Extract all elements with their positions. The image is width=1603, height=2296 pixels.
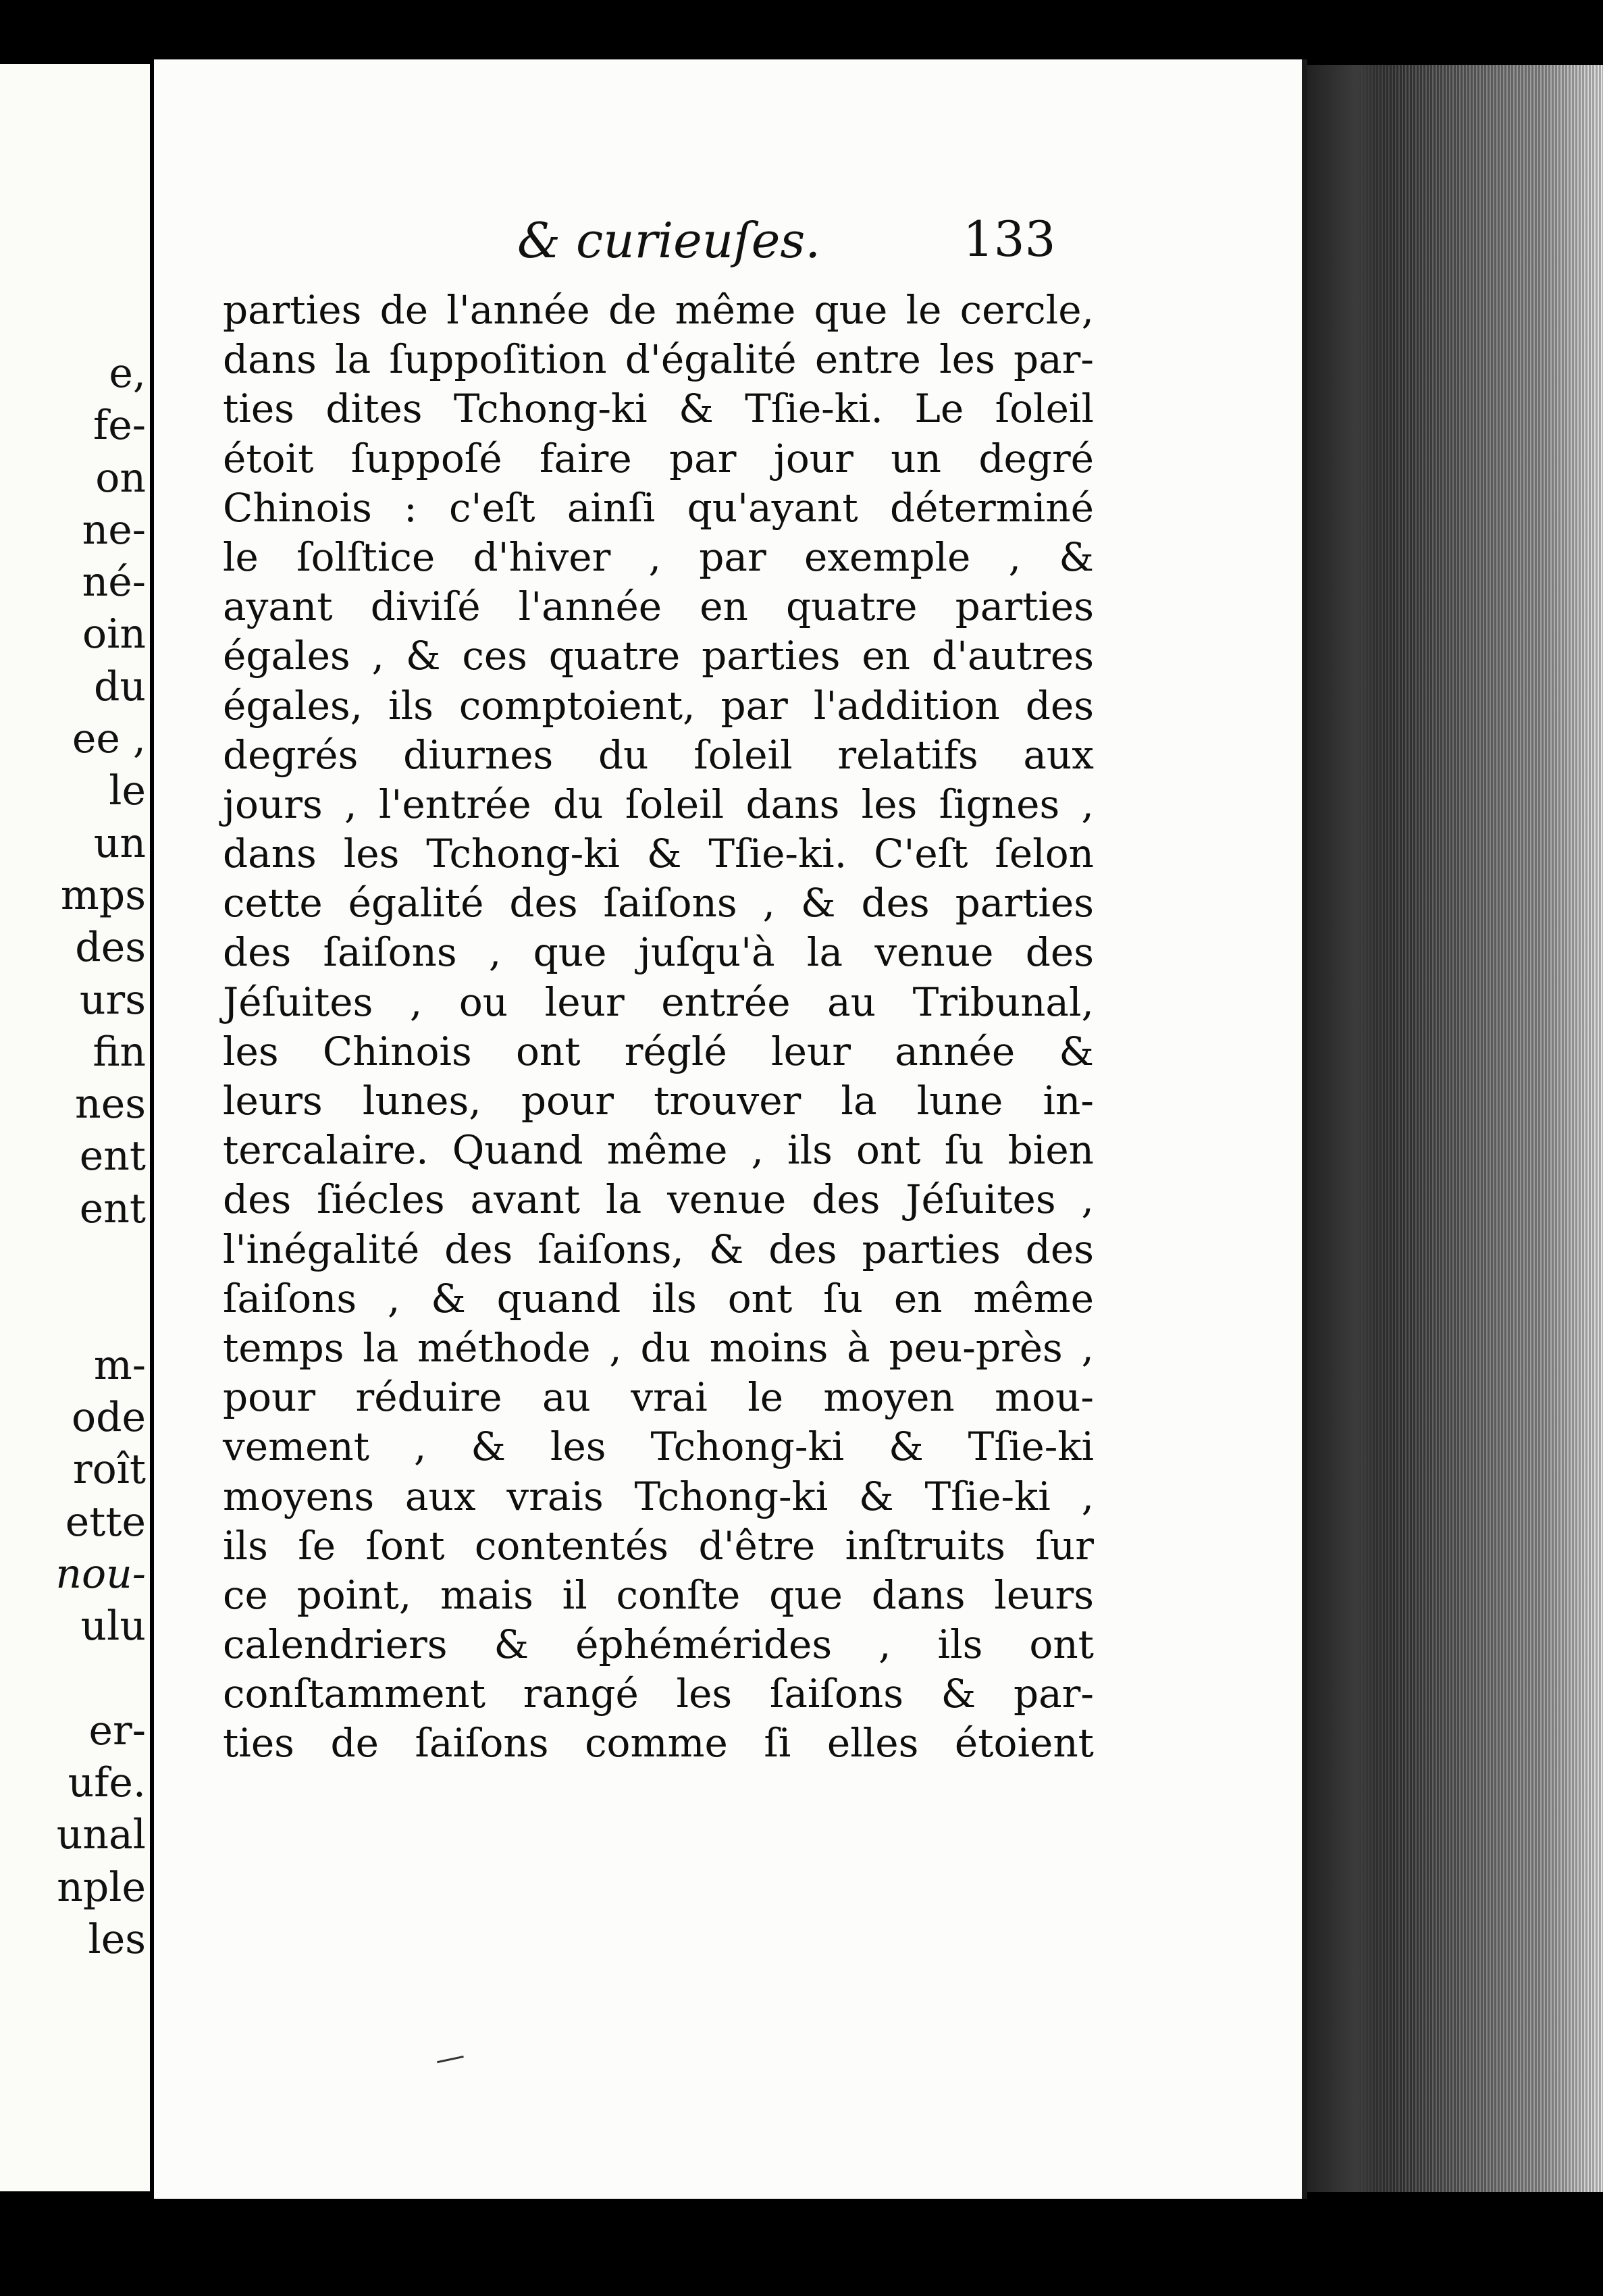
left-fragment: ufe.	[68, 1759, 146, 1807]
text-line: dans la ſuppoſition d'égalité entre les par-	[223, 336, 1094, 383]
text-line: Chinois : c'eſt ainſi qu'ayant déterminé	[223, 484, 1094, 531]
text-line: degrés diurnes du ſoleil relatifs aux	[223, 731, 1094, 778]
text-line: l'inégalité des ſaiſons, & des parties des	[223, 1226, 1094, 1272]
text-line: Jéſuites , ou leur entrée au Tribunal,	[223, 979, 1094, 1025]
left-fragment: du	[93, 662, 146, 710]
left-fragment: e,	[109, 350, 146, 397]
left-fragment: er-	[88, 1706, 146, 1754]
left-fragment	[55, 1652, 146, 1704]
text-line: le ſolſtice d'hiver , par exemple , &	[223, 533, 1094, 580]
fore-edge-shading	[1307, 65, 1402, 2192]
left-fragment: fin	[93, 1028, 146, 1076]
left-fragment	[55, 1287, 146, 1339]
left-fragment: mps	[60, 871, 146, 919]
text-line: calendriers & éphémérides , ils ont	[223, 1621, 1094, 1668]
running-head	[154, 208, 1302, 282]
left-fragment: ent	[79, 1184, 146, 1232]
right-page	[154, 59, 1302, 2199]
body-text	[223, 286, 1094, 1769]
text-line: temps la méthode , du moins à peu-près ,	[223, 1324, 1094, 1371]
left-fragment: unal	[56, 1811, 146, 1859]
page-number: 133	[963, 211, 1056, 267]
page-edge-shadow	[1302, 59, 1307, 2199]
text-line: tercalaire. Quand même , ils ont ſu bien	[223, 1127, 1094, 1174]
text-line: ils ſe ſont contentés d'être inſtruits ſur	[223, 1522, 1094, 1569]
left-fragment: ette	[65, 1498, 146, 1546]
left-fragment: urs	[79, 976, 146, 1024]
left-fragment	[55, 1235, 146, 1287]
left-fragment: on	[95, 454, 146, 502]
running-head-title: & curieuſes.	[517, 212, 821, 269]
left-fragment: roît	[72, 1446, 146, 1494]
text-line: moyens aux vrais Tchong-ki & Tſie-ki ,	[223, 1473, 1094, 1519]
text-line: des ſaiſons , que juſqu'à la venue des	[223, 929, 1094, 976]
left-fragment: les	[88, 1915, 146, 1963]
text-line: égales , & ces quatre parties en d'autres	[223, 633, 1094, 679]
left-fragment: nou-	[55, 1550, 146, 1598]
left-fragment: fe-	[93, 402, 146, 450]
left-page-text-fragments	[55, 348, 146, 1966]
text-line: ties de ſaiſons comme ſi elles étoient	[223, 1720, 1094, 1767]
text-line: étoit ſuppoſé faire par jour un degré	[223, 435, 1094, 481]
text-line: dans les Tchong-ki & Tſie-ki. C'eſt ſelon	[223, 831, 1094, 877]
text-line: des ſiécles avant la venue des Jéſuites ,	[223, 1176, 1094, 1223]
left-fragment: ent	[79, 1132, 146, 1180]
text-line: vement , & les Tchong-ki & Tſie-ki	[223, 1424, 1094, 1470]
text-line: les Chinois ont réglé leur année &	[223, 1028, 1094, 1074]
text-line: ayant diviſé l'année en quatre parties	[223, 583, 1094, 630]
text-line: ce point, mais il conſte que dans leurs	[223, 1571, 1094, 1618]
left-fragment: des	[75, 924, 146, 972]
left-fragment: un	[93, 819, 146, 867]
text-line: ſaiſons , & quand ils ont ſu en même	[223, 1275, 1094, 1322]
text-line: cette égalité des ſaiſons , & des parties	[223, 880, 1094, 927]
left-fragment: oin	[82, 610, 146, 658]
ink-mark	[437, 2056, 465, 2070]
left-fragment: ode	[71, 1393, 146, 1441]
text-line: conſtamment rangé les ſaiſons & par-	[223, 1671, 1094, 1717]
text-line: leurs lunes, pour trouver la lune in-	[223, 1078, 1094, 1124]
text-line: égales, ils comptoient, par l'addition des	[223, 682, 1094, 729]
left-fragment: ee ,	[72, 715, 146, 763]
text-line: pour réduire au vrai le moyen mou-	[223, 1374, 1094, 1421]
left-facing-page	[0, 64, 150, 2191]
left-fragment: le	[109, 767, 146, 815]
text-line: jours , l'entrée du ſoleil dans les ſignes ,	[223, 781, 1094, 827]
book-fore-edge	[1307, 65, 1603, 2192]
left-fragment: ulu	[80, 1602, 146, 1650]
left-fragment: né-	[82, 558, 146, 606]
left-fragment: nple	[57, 1863, 146, 1911]
text-line: parties de l'année de même que le cercle,	[223, 287, 1094, 333]
left-fragment: ne-	[82, 506, 146, 554]
text-line: ties dites Tchong-ki & Tſie-ki. Le ſoleil	[223, 386, 1094, 432]
left-fragment: m-	[93, 1341, 146, 1389]
left-fragment: nes	[75, 1080, 146, 1128]
